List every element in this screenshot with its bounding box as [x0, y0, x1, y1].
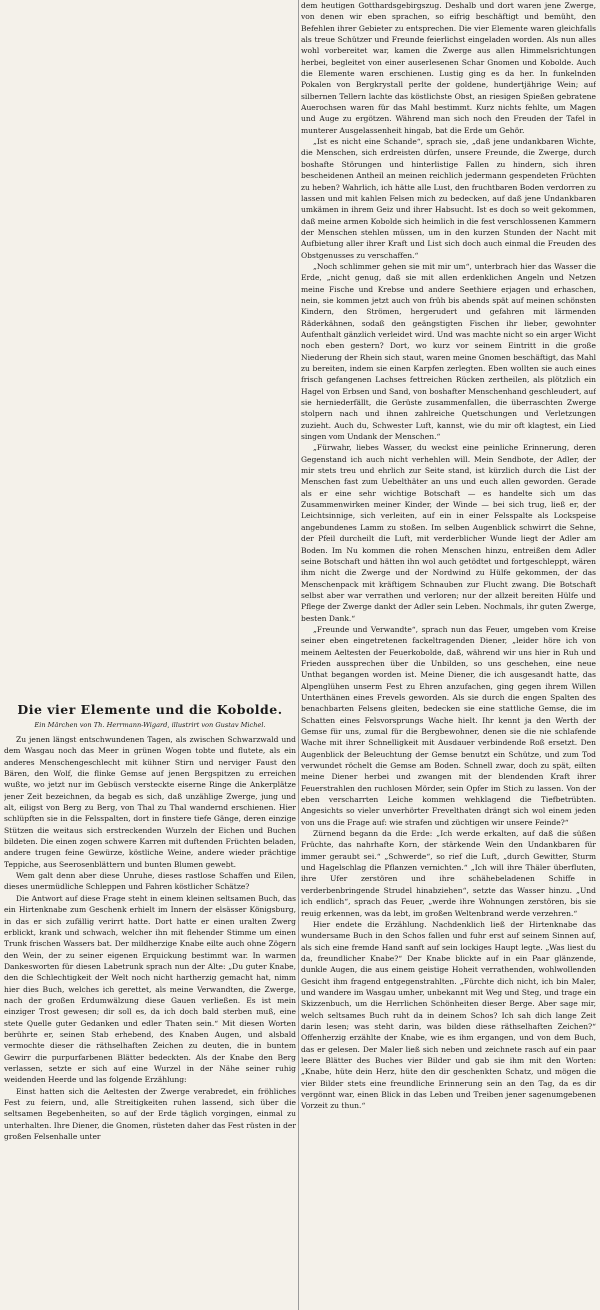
paragraph: Zu jenen längst entschwundenen Tagen, als zwischen Schwarzwald und dem Wasgau noch das Meer in grünen Wogen tobte und flutete, als ein anderes Menschengeschlecht mit kühner Stirn und nerviger Faust den Bären, den Wolf, die flinke Gemse auf jenen Bergspitzen zu erreichen wußte, wo jetzt nur im Gebüsch versteckte eiserne Ringe die Ankerplätze jener Zeit bezeichnen, da begab es sich, daß unzählige Zwerge, jung und alt, eiligst von Berg zu Berg, von Thal zu Thal wandernd erschienen. Hier schlüpften sie in die Felsspalten, dort in finstere tiefe Gänge, deren einzige Stützen die weitaus sich erstreckenden Wurzeln der Eichen und Buchen bildeten. Die einen zogen schwere Karren mit duftenden Früchten beladen, andere trugen feine Gewürze, köstliche Weine, andere wieder prächtige Teppiche, aus Seerosenblättern und bunten Blumen gewebt. — [4, 735, 296, 869]
paragraph: Zürnend begann da die Erde: „Ich werde erkalten, auf daß die süßen Früchte, das nahrhafte Korn, der stärkende Wein den Undankbaren für immer geraubt sei.“ „Schwerde“, so rief die Luft, „durch Gewitter, Sturm und Hagelschlag die Pflanzen vernichten.“ „Ich will ihre Thäler überfluten, ihre Ufer zerstören und ihre schähebeladenen Schiffe in verderbenbringende Strudel hinabziehen“, setzte das Wasser hinzu. „Und ich endlich“, sprach das Feuer, „werde ihre Wohnungen zerstören, bis sie reuig erkennen, was da lebt, im großen Weltenbrand werde verzehren.“ — [301, 829, 596, 918]
paragraph: Hier endete die Erzählung. Nachdenklich ließ der Hirtenknabe das wundersame Buch in den Schos fallen und fuhr erst auf seinem Sinnen auf, als sich eine fremde Hand sanft auf sein lockiges Haupt legte. „Was liest du da, freundlicher Knabe?“ Der Knabe blickte auf in ein Paar glänzende, dunkle Augen, die aus einem geistige Hoheit verrathenden, wohlwollenden Gesicht ihm fragend entgegenstrahlten. „Fürchte dich nicht, ich bin Maler, und wandere im Wasgau umher, unbekannt mit Weg und Steg, und trage ein Skizzenbuch, um die Herrlichen Schönheiten dieser Berge. Aber sage mir, welch seltsames Buch ruht da in deinem Schos? Ich sah dich lange Zeit darin lesen; was steht darin, was bilden diese räthselhaften Zeichen?“ Offenherzig erzählte der Knabe, wie es ihm ergangen, und von dem Buch, das er gelesen. Der Maler ließ sich neben und zeichnete rasch auf ein paar leere Blätter des Buches vier Bilder und gab sie ihm mit den Worten: „Knabe, hüte dein Herz, hüte den dir geschenkten Schatz, und mögen die vier Bilder stets eine freundliche Erinnerung sein an den Tag, da es dir vergönnt war, einen Blick in das Leben und Treiben jener sagenumgebenen Vorzeit zu thun.“ — [301, 919, 596, 1111]
paragraph: Wem galt denn aber diese Unruhe, dieses rastlose Schaffen und Eilen, dieses unermüdliche Schleppen und Fahren köstlicher Schätze? — [4, 871, 296, 892]
column-divider — [298, 0, 299, 1310]
left-column — [4, 0, 296, 1310]
paragraph: „Freunde und Verwandte“, sprach nun das Feuer, umgeben vom Kreise seiner eben eingetretenen fackeltragenden Diener, „leider höre ich von meinem Aeltesten der Feuerkobolde, daß, während wir uns hier in Ruh und Frieden aussprechen über die Unbilden, so uns geschehen, eine neue Unthat begangen worden ist. Meine Diener, die ich ausgesandt hatte, das Alpenglühen unserm Fest zu Ehren anzufachen, ging gegen ihrem Willen Unterthänen eines Frevels geworden. Als sie durch die engen Spalten des benachbarten Felsens gleiten, bedecken sie eine stattliche Gemse, die im Schatten eines Felsvorsprungs Wache hielt. Ihr kennt ja den Werth der Gemse für uns, zumal für die Bergbewohner, denen sie die nie schlafende Wache mit ihrer Schnelligkeit mit Ausdauer verbindende Roß ersetzt. Den Augenblick der Beleuchtung der Gemse benutzt ein Schütze, und zum Tod verwundet röchelt die Gemse am Boden. Schnell zwar, doch zu spät, eilten meine Diener herbei und zwangen mit der blendenden Kraft ihrer Feuerstrahlen den ruchlosen Mörder, sein Opfer im Stich zu lassen. Von der eben verscharrten Leiche kommen wehklagend die Tiefbetrübten. Angesichts so vieler unverhörter Frevelthaten drängt sich wol einem jeden von uns die Frage auf: wie strafen und züchtigen wir unsere Feinde?“ — [301, 624, 596, 827]
paragraph: dem heutigen Gotthardsgebirgszug. Deshalb und dort waren jene Zwerge, von denen wir eben sprachen, so eifrig beschäftigt und bemüht, den Befehlen ihrer Gebieter zu entsprechen. Die vier Elemente waren gleichfalls als treue Schützer und Freunde feierlichst eingeladen worden. Als nun alles wohl vorbereitet war, kamen die Zwerge aus allen Himmelsrichtungen herbei, begleitet von einer auserlesenen Schar Gnomen und Kobolde. Auch die Elemente waren erschienen. Lustig ging es da her. In funkelnden Pokalen von Bergkrystall perlte der goldene, hundertjährige Wein; auf silbernen Tellern lachte das köstlichste Obst, an riesigen Spießen gebratene Auerochsen waren für das Mahl bestimmt. Kurz nichts fehlte, um Magen und Auge zu ergötzen. Während man sich noch den Freuden der Tafel in munterer Ausgelassenheit hingab, bat die Erde um Gehör. — [301, 1, 596, 135]
paragraph: „Fürwahr, liebes Wasser, du weckst eine peinliche Erinnerung, deren Gegenstand ich auch nicht verhehlen will. Mein Sendbote, der Adler, der mir stets treu und ehrlich zur Seite stand, ist kürzlich durch die List der Menschen fast zum Uebelthäter an uns und euch allen geworden. Gerade als er eine sehr wichtige Botschaft — es handelte sich um das Zusammenwirken meiner Kinder, der Winde — bei sich trug, ließ er, der Leichtsinnige, sich verleiten, auf ein in einer Felsspalte als Lockspeise angebundenes Lamm zu stoßen. Im selben Augenblick schwirrt die Sehne, der Pfeil durcheilt die Luft, mit verderblicher Wunde liegt der Adler am Boden. Im Nu kommen die rohen Menschen hinzu, entreißen dem Adler seine Botschaft und hätten ihn wol auch getödtet und fortgeschleppt, wären ihm nicht die Zwerge und der Nordwind zu Hülfe gekommen, der das Menschenpack mit kräftigem Schnauben zur Flucht zwang. Die Botschaft selbst aber war verrathen und verloren; nur der allzeit bereiten Hülfe und Pflege der Zwerge dankt der Adler sein Leben. Nochmals, ihr guten Zwerge, besten Dank.“ — [301, 443, 596, 623]
paragraph: „Noch schlimmer gehen sie mit mir um“, unterbrach hier das Wasser die Erde, „nicht genug, daß sie mit allen erdenklichen Angeln und Netzen meine Fische und Krebse und andere Seethiere erjagen und erhaschen, nein, sie kommen jetzt auch von früh bis abends spät auf meinen schönsten Kindern, den Strömen, hergerudert und gefahren mit lärmenden Räderkähnen, sodaß den geängstigten Fischen ihr lieber, gewohnter Aufenthalt gänzlich verleidet wird. Und was machte nicht so ein arger Wicht noch eben gestern? Dort, wo kurz vor seinem Eintritt in die große Niederung der Rhein sich staut, waren meine Gnomen beschäftigt, das Mahl zu bereiten, indem sie einen Karpfen zerlegten. Eben wollten sie auch eines frisch gefangenen Lachses fettreichen Rücken zertheilen, als plötzlich ein Hagel von Erbsen und Sand, von boshafter Menschenhand geschleudert, auf sie herniederfällt, die Gerüste zusammenfallen, die überraschten Zwerge stolpern nach und ihnen zahlreiche Quetschungen und Verletzungen zuzieht. Auch du, Schwester Luft, kannst, wie du mir oft klagtest, ein Lied singen vom Undank der Menschen.“ — [301, 261, 596, 442]
article-title: Die vier Elemente und die Kobolde. — [17, 702, 283, 717]
paragraph: „Ist es nicht eine Schande“, sprach sie, „daß jene undankbaren Wichte, die Menschen, sich erdreisten dürfen, unsere Freunde, die Zwerge, durch boshafte Störungen und hinterlistige Fallen zu hindern, sich ihren bescheidenen Antheil an meinen reichlich jedermann gespendeten Früchten zu heben? Wahrlich, ich hätte alle Lust, den fruchtbaren Boden verdorren zu lassen und mit kahlen Felsen mich zu bedecken, auf daß jene Undankbaren umkämen in ihrem Geiz und ihrer Habsucht. Ist es doch so weit gekommen, daß meine armen Kobolde sich heimlich in die fest verschlossenen Kammern der Menschen stehlen müssen, um in den kurzen Stunden der Nacht mit Aufbietung aller ihrer Kraft und List sich doch auch einmal die Freuden des Obstgenusses zu verschaffen.“ — [301, 137, 596, 260]
paragraph: Einst hatten sich die Aeltesten der Zwerge verabredet, ein fröhliches Fest zu feiern, und, alle Streitigkeiten ruhen lassend, sich über die seltsamen Begebenheiten, so auf der Erde täglich vorgingen, einmal zu unterhalten. Ihre Diener, die Gnomen, rüsteten daher das Fest rüsten in der großen Felsenhalle unter — [4, 1086, 296, 1142]
paragraph: Die Antwort auf diese Frage steht in einem kleinen seltsamen Buch, das ein Hirtenknabe zum Geschenk erhielt im Innern der elsässer Königsburg, in das er sich zufällig verirrt hatte. Dort hatte er einen uralten Zwerg erblickt, krank und schwach, welcher ihn mit flehender Stimme um einen Trunk frischen Wassers bat. Der mildherzige Knabe eilte auch ohne Zögern den Wein, der zu seiner eigenen Erquickung bestimmt war. In warmen Dankesworten für diesen Labetrunk sprach nun der Alte: „Du guter Knabe, den die Schlechtigkeit der Welt noch nicht hartherzig gemacht hat, nimm hier dies Buch, welches ich gerettet, als meine Verwandten, die Zwerge, nach der großen Erdumwälzung diese Gauen verließen. Es ist mein einziger Trost gewesen; dir soll es, da ich doch bald sterben muß, eine stete Quelle guter Gedanken und edler Thaten sein.“ Mit diesen Worten berührte er, seinen Stab erhebend, des Knaben Augen, und alsbald vermochte dieser die räthselhaften Zeichen zu deuten, die in buntem Gewirr die purpurfarbenen Blätter bedeckten. Als der Knabe den Berg verlassen, setzte er sich auf eine Wurzel in der Nähe seiner ruhig weidenden Heerde und las folgende Erzählung: — [4, 893, 296, 1085]
article-byline: Ein Märchen von Th. Herrmann-Wigard, illustrirt von Gustav Michel. — [34, 721, 266, 729]
right-column — [301, 0, 596, 1310]
illustration-space — [4, 0, 296, 702]
